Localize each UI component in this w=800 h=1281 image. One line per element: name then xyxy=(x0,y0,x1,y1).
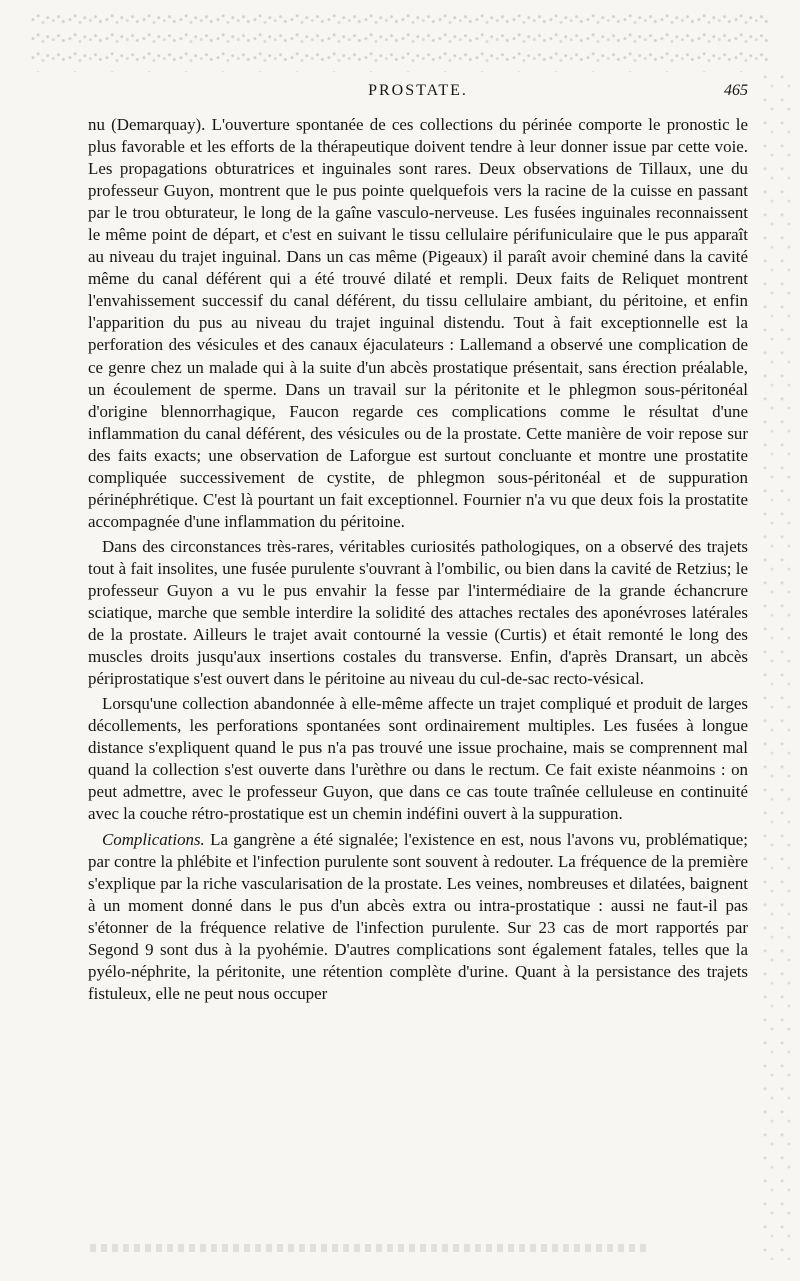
paragraph-2 xyxy=(88,536,748,690)
paragraph-3-text: Lorsqu'une collection abandonnée à elle-même affecte un trajet compliqué et produit de larges décollements, les perforations spontanées sont ordinairement multiples. Les fusées à longue distance s'expliquent quand le pus n'a pas trouvé une issue prochaine, mais se comprennent mal quand la collection s'est ouverte dans l'urèthre ou dans le rectum. Ce fait existe néanmoins : on peut admettre, avec le professeur Guyon, que dans ce cas toute traînée celluleuse en continuité avec la couche rétro-prostatique est un chemin indéfini ouvert à la suppuration. xyxy=(88,694,748,824)
scan-noise-top xyxy=(30,12,770,72)
paragraph-4-text: La gangrène a été signalée; l'existence en est, nous l'avons vu, problématique; par contre la phlébite et l'infection purulente sont souvent à redouter. La fréquence de la première s'explique par la riche vascularisation de la prostate. Les veines, nombreuses et dilatées, baignent à un moment donné dans le pus d'un abcès extra ou intra-prostatique : aussi ne faut-il pas s'étonner de la fréquence relative de l'infection purulente. Sur 23 cas de mort rapportés par Segond 9 sont dus à la pyohémie. D'autres complications sont également fatales, telles que la pyélo-néphrite, la péritonite, une rétention complète d'urine. Quant à la persistance des trajets fistuleux, elle ne peut nous occuper xyxy=(88,829,748,1003)
page-number: 465 xyxy=(724,82,748,99)
paragraph-1-text: nu (Demarquay). L'ouverture spontanée de ces collections du périnée comporte le pronostic le plus favorable et les efforts de la thérapeutique doivent tendre à leur donner issue par cette voie. Les propagations obturatrices et inguinales sont rares. Deux observations de Tillaux, une du professeur Guyon, montrent que le pus pointe quelquefois vers la racine de la cuisse en passant par le trou obturateur, le long de la gaîne vasculo-nerveuse. Les fusées inguinales reconnaissent le même point de départ, et c'est en suivant le tissu cellulaire périfuniculaire que le pus apparaît au niveau du trajet inguinal. Dans un cas même (Pigeaux) il paraît avoir cheminé dans la cavité même du canal déférent qui a été trouvé dilaté et rempli. Deux faits de Reliquet montrent l'envahissement successif du canal déférent, du tissu cellulaire ambiant, du péritoine, et enfin l'apparition du pus au niveau du trajet inguinal distendu. Tout à fait exceptionnelle est la perforation des vésicules et des canaux éjaculateurs : Lallemand a observé une complication de ce genre chez un malade qui à la suite d'un abcès prostatique présentait, sans érection préalable, un écoulement de sperme. Dans un travail sur la péritonite et le phlegmon sous-péritonéal d'origine blennorrhagique, Faucon regarde ces complications comme le résultat d'une inflammation du canal déférent, des vésicules ou de la prostate. Cette manière de voir repose sur des faits exacts; une observation de Laforgue est surtout concluante et montre une prostatite compliquée successivement de cystite, de phlegmon sous-péritonéal et de suppuration périnéphrétique. C'est là pourtant un fait exceptionnel. Fournier n'a vu que deux fois la prostatite accompagnée d'une inflammation du péritoine. xyxy=(88,115,748,531)
running-title: PROSTATE. xyxy=(368,82,468,99)
section-heading-complications: Complications. xyxy=(102,829,205,849)
body-text xyxy=(88,114,748,1005)
paragraph-1 xyxy=(88,114,748,533)
running-head xyxy=(88,82,748,108)
scan-noise-right xyxy=(760,70,794,1260)
scan-noise-bottom xyxy=(90,1244,650,1252)
paragraph-4 xyxy=(88,829,748,1005)
paragraph-2-text: Dans des circonstances très-rares, véritables curiosités pathologiques, on a observé des trajets tout à fait insolites, une fusée purulente s'ouvrant à l'ombilic, ou bien dans la cavité de Retzius; le professeur Guyon a vu le pus envahir la fesse par l'intermédiaire de la grande échancrure sciatique, marche que semble interdire la solidité des attaches rectales des aponévroses latérales de la prostate. Ailleurs le trajet avait contourné la vessie (Curtis) et était remonté le long des muscles droits jusqu'aux insertions costales du transverse. Enfin, d'après Dransart, un abcès périprostatique s'est ouvert dans le péritoine au niveau du cul-de-sac recto-vésical. xyxy=(88,536,748,689)
paragraph-3 xyxy=(88,693,748,825)
